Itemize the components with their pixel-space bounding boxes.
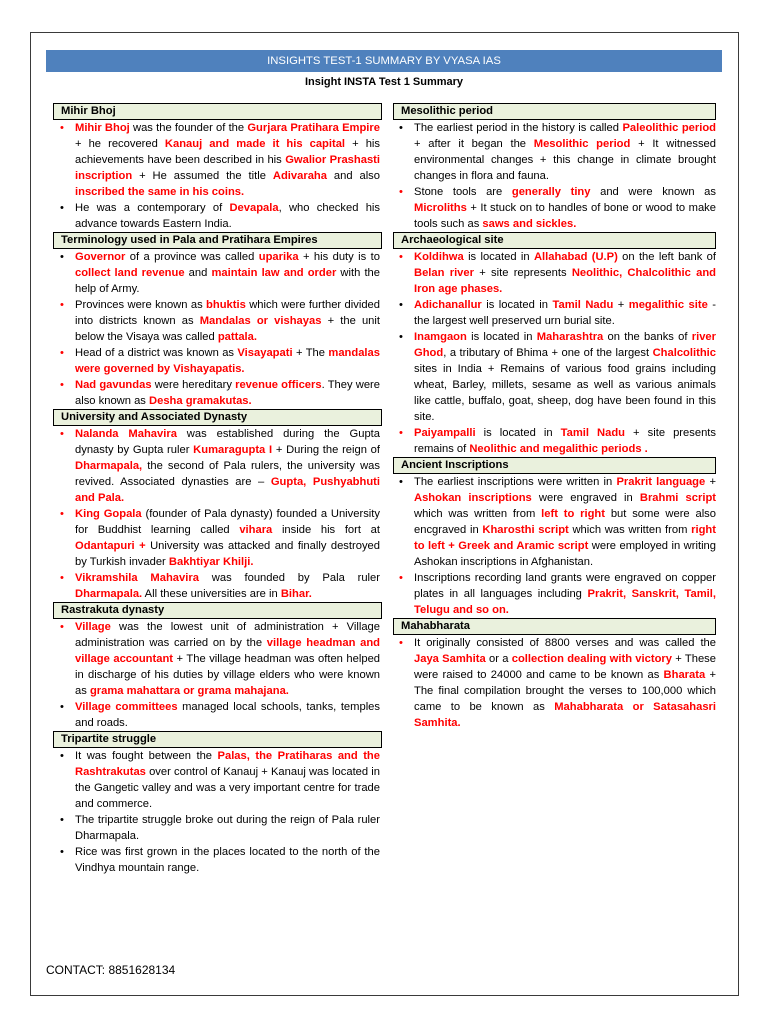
bullet-icon <box>60 506 64 522</box>
body-text: + <box>613 299 629 311</box>
body-text: and also <box>326 170 381 182</box>
highlight-text: river Ghod <box>414 331 716 359</box>
topic-section <box>53 103 382 232</box>
body-text: is located in <box>481 299 553 311</box>
highlight-text: left to right <box>541 508 605 520</box>
bullet-icon <box>399 329 403 345</box>
section-heading: Terminology used in Pala and Pratihara Empires <box>53 232 382 249</box>
body-text: on the left bank of <box>617 251 717 263</box>
section-heading: University and Associated Dynasty <box>53 409 382 426</box>
highlight-text: grama mahattara or grama mahajana. <box>89 685 289 697</box>
highlight-text: Odantapuri + <box>75 540 146 552</box>
bullet-list <box>53 426 382 602</box>
section-heading: Tripartite struggle <box>53 731 382 748</box>
body-text: University was attacked and finally destroyed by Turkish invader <box>75 540 380 568</box>
highlight-text: Neolithic and megalithic periods . <box>469 443 648 455</box>
topic-section <box>393 232 716 457</box>
bullet-list <box>393 249 716 457</box>
highlight-text: collect land revenue <box>75 267 185 279</box>
bullet-list <box>53 748 382 876</box>
body-text: was the founder of the <box>129 122 248 134</box>
body-text: + site presents remains of <box>414 427 716 455</box>
section-heading: Ancient Inscriptions <box>393 457 716 474</box>
highlight-text: Dharmapala, <box>75 460 143 472</box>
body-text: + He assumed the title <box>132 170 273 182</box>
bullet-item <box>75 377 380 409</box>
section-heading: Mesolithic period <box>393 103 716 120</box>
bullet-icon <box>399 120 403 136</box>
bullet-item <box>75 200 380 232</box>
highlight-text: Mihir Bhoj <box>75 122 130 134</box>
bullet-item <box>75 506 380 570</box>
bullet-list <box>393 474 716 618</box>
topic-section <box>53 602 382 731</box>
body-text: is located in <box>463 251 534 263</box>
body-text: managed local schools, tanks, temples and roads. <box>75 701 380 729</box>
bullet-icon <box>60 812 64 828</box>
highlight-text: Vikramshila Mahavira <box>75 572 199 584</box>
bullet-icon <box>60 120 64 136</box>
topic-section <box>53 409 382 602</box>
body-text: It was fought between the <box>75 750 218 762</box>
body-text: Head of a district was known as <box>75 347 238 359</box>
bullet-item <box>414 249 716 297</box>
highlight-text: Palas, the Pratiharas and the Rashtrakutas <box>75 750 380 778</box>
bullet-item <box>75 748 380 812</box>
highlight-text: saws and sickles. <box>482 218 577 230</box>
highlight-text: Tamil Nadu <box>552 299 614 311</box>
bullet-icon <box>60 619 64 635</box>
highlight-text: right to left + Greek and Aramic script <box>414 524 716 552</box>
bullet-item <box>414 570 716 618</box>
column-right <box>393 103 716 731</box>
highlight-text: Kharosthi script <box>482 524 569 536</box>
body-text: Rice was first grown in the places located to the north of the Vindhya mountain range. <box>75 846 380 874</box>
bullet-list <box>393 120 716 232</box>
highlight-text: bhuktis <box>206 299 246 311</box>
highlight-text: Village committees <box>75 701 178 713</box>
bullet-item <box>75 249 380 297</box>
body-text: Provinces were known as <box>75 299 207 311</box>
body-text: was founded by Pala ruler <box>198 572 380 584</box>
bullet-icon <box>399 570 403 586</box>
highlight-text: Mandalas or vishayas <box>199 315 322 327</box>
bullet-item <box>75 426 380 506</box>
bullet-icon <box>399 297 403 313</box>
highlight-text: Brahmi script <box>639 492 717 504</box>
bullet-list <box>53 249 382 409</box>
body-text: Inscriptions recording land grants were engraved on copper plates in all languages including <box>414 572 716 600</box>
highlight-text: Bharata <box>663 669 706 681</box>
body-text: was the lowest unit of administration + Village administration was carried on by the <box>75 621 380 649</box>
bullet-icon <box>399 635 403 651</box>
bullet-icon <box>60 426 64 442</box>
highlight-text: Tamil Nadu <box>560 427 626 439</box>
body-text: He was a contemporary of <box>75 202 230 214</box>
bullet-item <box>414 425 716 457</box>
topic-section <box>53 232 382 409</box>
column-left <box>53 103 382 876</box>
highlight-text: maintain law and order <box>211 267 337 279</box>
bullet-icon <box>60 844 64 860</box>
bullet-item <box>414 297 716 329</box>
bullet-icon <box>60 345 64 361</box>
body-text: The earliest period in the history is called <box>414 122 623 134</box>
topic-section <box>53 731 382 876</box>
bullet-icon <box>60 570 64 586</box>
body-text: but some were also encgraved in <box>414 508 716 536</box>
highlight-text: Visayapati <box>237 347 293 359</box>
body-text: . They were also known as <box>75 379 380 407</box>
body-text: which was written from <box>568 524 692 536</box>
highlight-text: Microliths <box>414 202 467 214</box>
body-text: inside his fort at <box>272 524 380 536</box>
body-text: + The <box>292 347 329 359</box>
body-text: + The village headman was often helped in discharge of his duties by village elders who were known as <box>75 653 381 697</box>
body-text: and <box>184 267 212 279</box>
highlight-text: Mesolithic period <box>533 138 631 150</box>
body-text: (founder of Pala dynasty) founded a University for Buddhist learning called <box>75 508 380 536</box>
highlight-text: Allahabad (U.P) <box>533 251 618 263</box>
body-text: + his achievements have been described in his <box>75 138 380 166</box>
bullet-icon <box>399 425 403 441</box>
bullet-item <box>75 812 380 844</box>
section-heading: Mihir Bhoj <box>53 103 382 120</box>
bullet-icon <box>399 474 403 490</box>
highlight-text: Prakrit, Sanskrit, Tamil, Telugu and so on. <box>414 588 716 616</box>
highlight-text: vihara <box>239 524 273 536</box>
body-text: which was written from <box>414 508 542 520</box>
highlight-text: pattala. <box>217 331 257 343</box>
highlight-text: Chalcolithic <box>652 347 716 359</box>
body-text: with the help of Army. <box>75 267 380 295</box>
bullet-item <box>75 699 380 731</box>
body-text: + It witnessed environmental changes + this change in climate brought changes in flora and fauna. <box>414 138 716 182</box>
highlight-text: mandalas were governed by Vishayapatis. <box>75 347 380 375</box>
bullet-icon <box>60 377 64 393</box>
bullet-item <box>75 844 380 876</box>
highlight-text: Devapala <box>229 202 279 214</box>
highlight-text: Bakhtiyar Khilji. <box>168 556 254 568</box>
page-banner: INSIGHTS TEST-1 SUMMARY BY VYASA IAS <box>46 50 722 72</box>
body-text: of a province was called <box>125 251 259 263</box>
highlight-text: Belan river <box>414 267 474 279</box>
body-text: on the banks of <box>603 331 692 343</box>
body-text: + after it began the <box>414 138 534 150</box>
highlight-text: Neolithic, Chalcolithic and Iron age phases. <box>414 267 716 295</box>
bullet-list <box>393 635 716 731</box>
highlight-text: Desha gramakutas. <box>149 395 252 407</box>
highlight-text: collection dealing with victory <box>511 653 672 665</box>
contact-info: CONTACT: 8851628134 <box>46 963 176 977</box>
bullet-icon <box>60 297 64 313</box>
highlight-text: Gurjara Pratihara Empire <box>247 122 380 134</box>
bullet-item <box>414 329 716 425</box>
body-text: the second of Pala rulers, the university was revived. Associated dynasties are – <box>75 460 380 488</box>
highlight-text: village headman and village accountant <box>75 637 380 665</box>
highlight-text: Jaya Samhita <box>414 653 486 665</box>
body-text: sites in India + Remains of various food grains including wheat, Barley, millets, sesame as well as various animals like cattle, buffalo, goat, sheep, dog have been found in this site. <box>414 363 716 423</box>
body-text: were employed in writing Ashokan inscriptions in Afghanistan. <box>414 540 716 568</box>
body-text: is located in <box>475 427 561 439</box>
section-heading: Rastrakuta dynasty <box>53 602 382 619</box>
body-text: and were known as <box>590 186 716 198</box>
body-text: + During the reign of <box>272 444 381 456</box>
body-text: + site represents <box>473 267 572 279</box>
highlight-text: Governor <box>75 251 126 263</box>
highlight-text: King Gopala <box>75 508 142 520</box>
body-text: over control of Kanauj + Kanauj was located in the Gangetic valley and was a very important centre for trade and commerce. <box>75 766 380 810</box>
section-heading: Archaeological site <box>393 232 716 249</box>
bullet-icon <box>60 748 64 764</box>
highlight-text: Nalanda Mahavira <box>75 428 177 440</box>
bullet-item <box>75 619 380 699</box>
highlight-text: Maharashtra <box>536 331 604 343</box>
highlight-text: Gwalior Prashasti inscription <box>75 154 381 182</box>
body-text: , a tributary of Bhima + one of the largest <box>443 347 653 359</box>
body-text: The tripartite struggle broke out during the reign of Pala ruler Dharmapala. <box>75 814 380 842</box>
highlight-text: Village <box>75 621 111 633</box>
body-text: + he recovered <box>75 138 165 150</box>
bullet-list <box>53 120 382 232</box>
bullet-icon <box>60 699 64 715</box>
highlight-text: Paleolithic period <box>622 122 717 134</box>
bullet-list <box>53 619 382 731</box>
body-text: It originally consisted of 8800 verses and was called the <box>414 637 716 649</box>
bullet-item <box>414 184 716 232</box>
highlight-text: Prakrit language <box>616 476 706 488</box>
highlight-text: Inamgaon <box>414 331 467 343</box>
topic-section <box>393 103 716 232</box>
body-text: + These were raised to 24000 and came to be known as <box>414 653 716 681</box>
highlight-text: Mahabharata or Satasahasri Samhita. <box>414 701 717 729</box>
body-text: + The final compilation brought the verses to 100,000 which came to be known as <box>414 669 716 713</box>
body-text: was established during the Gupta dynasty by Gupta ruler <box>75 428 380 456</box>
body-text: The earliest inscriptions were written in <box>414 476 617 488</box>
highlight-text: Paiyampalli <box>414 427 476 439</box>
body-text: which were further divided into districts known as <box>75 299 380 327</box>
highlight-text: Nad gavundas <box>75 379 152 391</box>
highlight-text: Gupta, Pushyabhuti and Pala. <box>75 476 380 504</box>
body-text: All these universities are in <box>142 588 281 600</box>
bullet-icon <box>399 184 403 200</box>
body-text: + his duty is to <box>298 251 380 263</box>
body-text: + the unit below the Visaya was called <box>75 315 380 343</box>
bullet-item <box>414 120 716 184</box>
topic-section <box>393 457 716 618</box>
highlight-text: megalithic site <box>628 299 708 311</box>
bullet-item <box>75 345 380 377</box>
highlight-text: generally tiny <box>511 186 591 198</box>
body-text: + <box>705 476 716 488</box>
highlight-text: Kanauj and made it his capital <box>164 138 346 150</box>
body-text: , who checked his advance towards Eastern India. <box>75 202 380 230</box>
highlight-text: Koldihwa <box>414 251 464 263</box>
highlight-text: Adivaraha <box>272 170 327 182</box>
bullet-icon <box>399 249 403 265</box>
bullet-icon <box>60 200 64 216</box>
highlight-text: Dharmapala. <box>75 588 143 600</box>
highlight-text: Ashokan inscriptions <box>414 492 532 504</box>
bullet-item <box>414 635 716 731</box>
highlight-text: inscribed the same in his coins. <box>75 186 245 198</box>
body-text: Stone tools are <box>414 186 512 198</box>
highlight-text: Kumaragupta I <box>193 444 273 456</box>
highlight-text: Adichanallur <box>414 299 482 311</box>
bullet-item <box>75 120 380 200</box>
bullet-icon <box>60 249 64 265</box>
body-text: + It stuck on to handles of bone or wood to make tools such as <box>414 202 716 230</box>
highlight-text: Bihar. <box>280 588 312 600</box>
body-text: were engraved in <box>531 492 640 504</box>
bullet-item <box>75 297 380 345</box>
body-text: were hereditary <box>151 379 236 391</box>
bullet-item <box>75 570 380 602</box>
body-text: is located in <box>466 331 537 343</box>
section-heading: Mahabharata <box>393 618 716 635</box>
highlight-text: revenue officers <box>235 379 322 391</box>
bullet-item <box>414 474 716 570</box>
topic-section <box>393 618 716 731</box>
highlight-text: uparika <box>258 251 299 263</box>
page-subtitle: Insight INSTA Test 1 Summary <box>304 76 464 88</box>
body-text: or a <box>485 653 512 665</box>
body-text: - the largest well preserved urn burial site. <box>414 299 717 327</box>
